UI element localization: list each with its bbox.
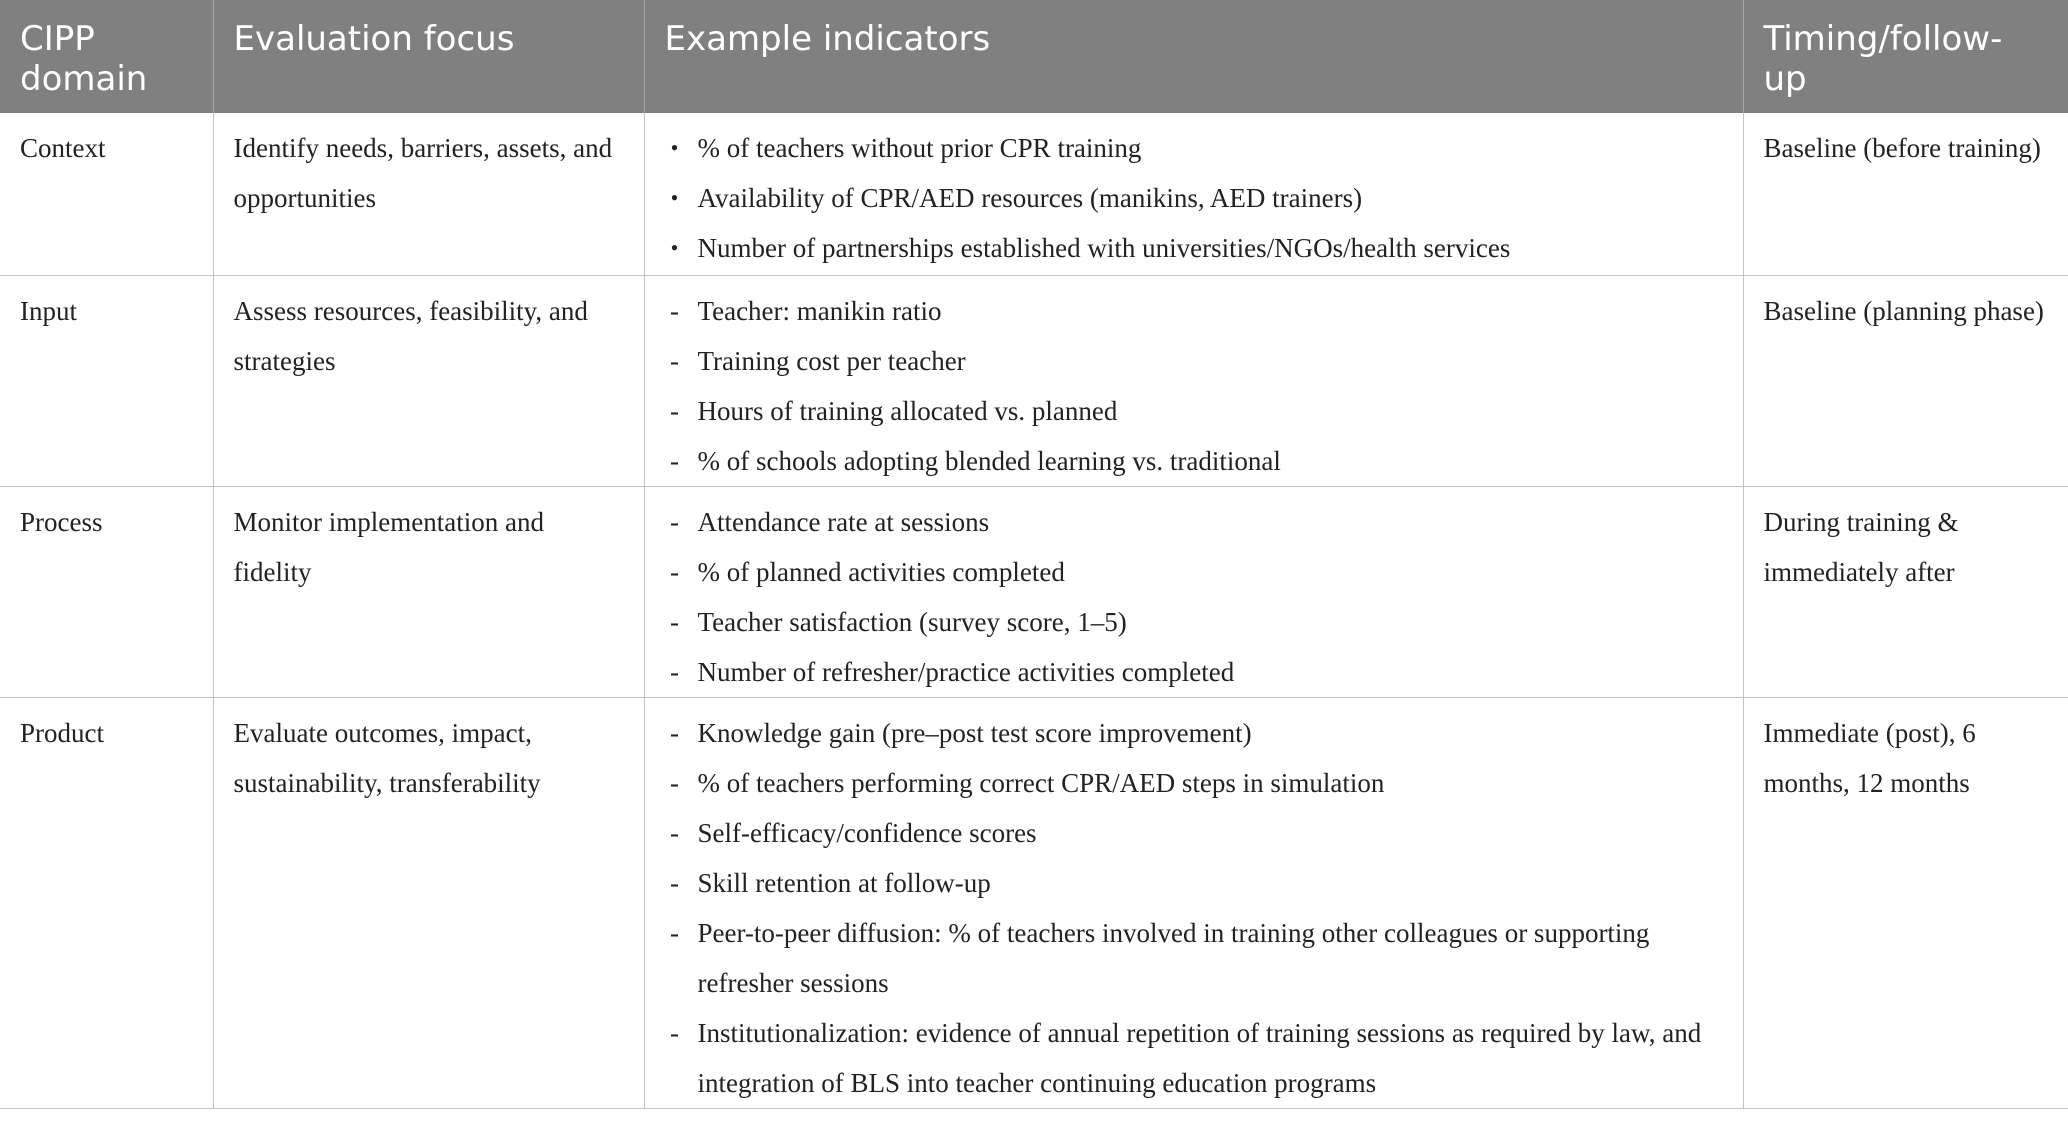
dash-marker: - (670, 817, 679, 848)
cell-domain: Product (0, 697, 213, 1108)
dash-marker: - (670, 506, 679, 537)
indicator-text: % of teachers performing correct CPR/AED steps in simulation (697, 767, 1385, 798)
header-timing-line-1: Timing/follow- (1763, 19, 2003, 59)
cell-focus: Evaluate outcomes, impact, sustainability, transferability (213, 697, 644, 1108)
indicator-text: Training cost per teacher (697, 345, 966, 376)
header-cipp-domain-line-2: domain (20, 59, 148, 99)
dash-marker: - (670, 395, 679, 426)
header-timing-follow-up (1743, 0, 2068, 113)
indicator-text: Teacher satisfaction (survey score, 1–5) (697, 606, 1127, 637)
indicator-item (665, 1008, 1723, 1108)
indicator-text: Peer-to-peer diffusion: % of teachers involved in training other colleagues or supporting refresher sessions (697, 917, 1650, 998)
indicator-text: Number of refresher/practice activities completed (697, 656, 1235, 687)
bullet-marker: • (670, 185, 679, 210)
indicator-item (665, 758, 1723, 808)
dash-marker: - (670, 717, 679, 748)
indicator-item (665, 858, 1723, 908)
dash-marker: - (670, 295, 679, 326)
header-evaluation-focus: Evaluation focus (213, 0, 644, 113)
indicator-text: % of planned activities completed (697, 556, 1065, 587)
header-row (0, 0, 2068, 113)
indicator-text: Teacher: manikin ratio (697, 295, 942, 326)
indicator-text: Skill retention at follow-up (697, 867, 991, 898)
dash-marker: - (670, 556, 679, 587)
cell-indicators (644, 697, 1743, 1108)
indicator-list (665, 123, 1723, 273)
table-row-context (0, 113, 2068, 275)
indicator-item (665, 808, 1723, 858)
dash-marker: - (670, 345, 679, 376)
header-timing-line-2: up (1763, 59, 1807, 99)
indicator-item (665, 123, 1723, 173)
header-example-indicators: Example indicators (644, 0, 1743, 113)
indicator-item (665, 223, 1723, 273)
dash-marker: - (670, 445, 679, 476)
indicator-list (665, 286, 1723, 486)
cell-timing: Baseline (planning phase) (1743, 275, 2068, 486)
indicator-item (665, 386, 1723, 436)
cell-timing: Immediate (post), 6 months, 12 months (1743, 697, 2068, 1108)
cell-indicators (644, 486, 1743, 697)
cell-indicators (644, 113, 1743, 275)
dash-marker: - (670, 767, 679, 798)
table-row-product (0, 697, 2068, 1108)
indicator-list (665, 708, 1723, 1108)
dash-marker: - (670, 867, 679, 898)
bullet-marker: • (670, 235, 679, 260)
indicator-item (665, 336, 1723, 386)
header-cipp-domain-line-1: CIPP (20, 19, 95, 59)
indicator-item (665, 173, 1723, 223)
indicator-list (665, 497, 1723, 697)
indicator-item (665, 547, 1723, 597)
indicator-item (665, 497, 1723, 547)
indicator-item (665, 647, 1723, 697)
header-cipp-domain (0, 0, 213, 113)
cell-focus: Monitor implementation and fidelity (213, 486, 644, 697)
bullet-marker: • (670, 135, 679, 160)
dash-marker: - (670, 656, 679, 687)
indicator-text: % of schools adopting blended learning vs. traditional (697, 445, 1281, 476)
cell-focus: Assess resources, feasibility, and strategies (213, 275, 644, 486)
table-row-input (0, 275, 2068, 486)
indicator-text: Attendance rate at sessions (697, 506, 990, 537)
cell-focus: Identify needs, barriers, assets, and opportunities (213, 113, 644, 275)
indicator-text: Institutionalization: evidence of annual repetition of training sessions as required by law, and integration of BLS into teacher continuing education programs (697, 1017, 1702, 1098)
dash-marker: - (670, 1017, 679, 1048)
indicator-text: Knowledge gain (pre–post test score improvement) (697, 717, 1252, 748)
dash-marker: - (670, 917, 679, 948)
indicator-item (665, 597, 1723, 647)
cell-timing: During training & immediately after (1743, 486, 2068, 697)
cell-domain: Process (0, 486, 213, 697)
indicator-item (665, 708, 1723, 758)
indicator-item (665, 908, 1723, 1008)
indicator-text: Hours of training allocated vs. planned (697, 395, 1118, 426)
cell-indicators (644, 275, 1743, 486)
cell-domain: Context (0, 113, 213, 275)
indicator-text: Availability of CPR/AED resources (manikins, AED trainers) (697, 183, 1363, 213)
indicator-text: % of teachers without prior CPR training (697, 133, 1142, 163)
indicator-item (665, 286, 1723, 336)
indicator-text: Self-efficacy/confidence scores (697, 817, 1037, 848)
table-row-process (0, 486, 2068, 697)
indicator-item (665, 436, 1723, 486)
indicator-text: Number of partnerships established with universities/NGOs/health services (697, 233, 1511, 263)
dash-marker: - (670, 606, 679, 637)
cell-domain: Input (0, 275, 213, 486)
cell-timing: Baseline (before training) (1743, 113, 2068, 275)
